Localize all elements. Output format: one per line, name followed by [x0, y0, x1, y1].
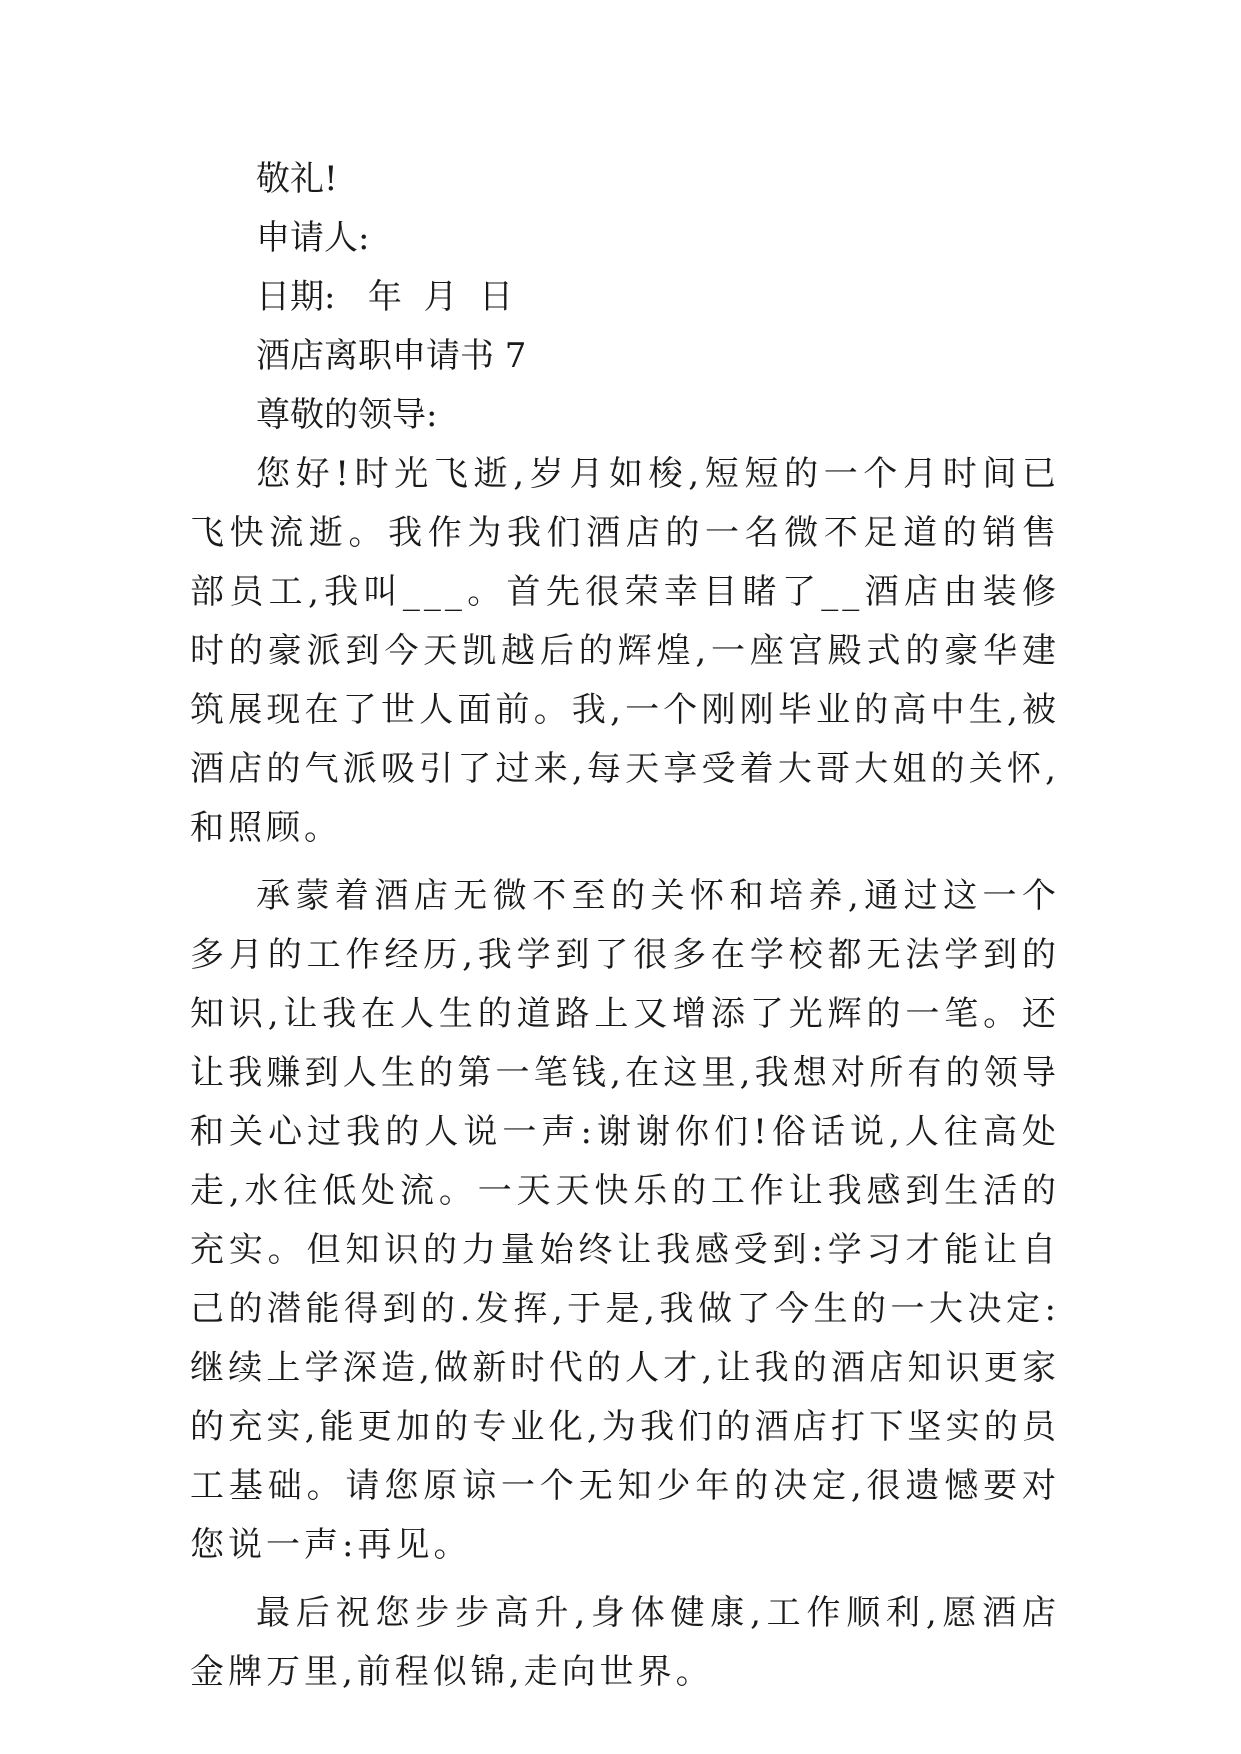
paragraph-1: 您好!时光飞逝,岁月如梭,短短的一个月时间已飞快流逝。我作为我们酒店的一名微不足道的销售部员工,我叫___。首先很荣幸目睹了__酒店由装修时的豪派到今天凯越后的辉煌,一座宫殿式的豪华建筑展现在了世人面前。我,一个刚刚毕业的高中生,被酒店的气派吸引了过来,每天享受着大哥大姐的关怀,和照顾。: [190, 454, 1060, 848]
paragraph-2: 承蒙着酒店无微不至的关怀和培养,通过这一个多月的工作经历,我学到了很多在学校都无法学到的知识,让我在人生的道路上又增添了光辉的一笔。还让我赚到人生的第一笔钱,在这里,我想对所有的领导和关心过我的人说一声:谢谢你们!俗话说,人往高处走,水往低处流。一天天快乐的工作让我感到生活的充实。但知识的力量始终让我感受到:学习才能让自己的潜能得到的.发挥,于是,我做了今生的一大决定:继续上学深造,做新时代的人才,让我的酒店知识更家的充实,能更加的专业化,为我们的酒店打下坚实的员工基础。请您原谅一个无知少年的决定,很遗憾要对您说一声:再见。: [190, 876, 1060, 1565]
document-title: 酒店离职申请书 7: [256, 336, 527, 376]
closing-regards: 敬礼!: [256, 159, 338, 199]
document-body: [190, 150, 1060, 1711]
paragraph-3: 最后祝您步步高升,身体健康,工作顺利,愿酒店金牌万里,前程似锦,走向世界。: [190, 1593, 1060, 1692]
date-line: 日期: 年 月 日: [256, 277, 514, 317]
applicant-line: 申请人:: [256, 218, 370, 258]
salutation: 尊敬的领导:: [256, 395, 438, 435]
